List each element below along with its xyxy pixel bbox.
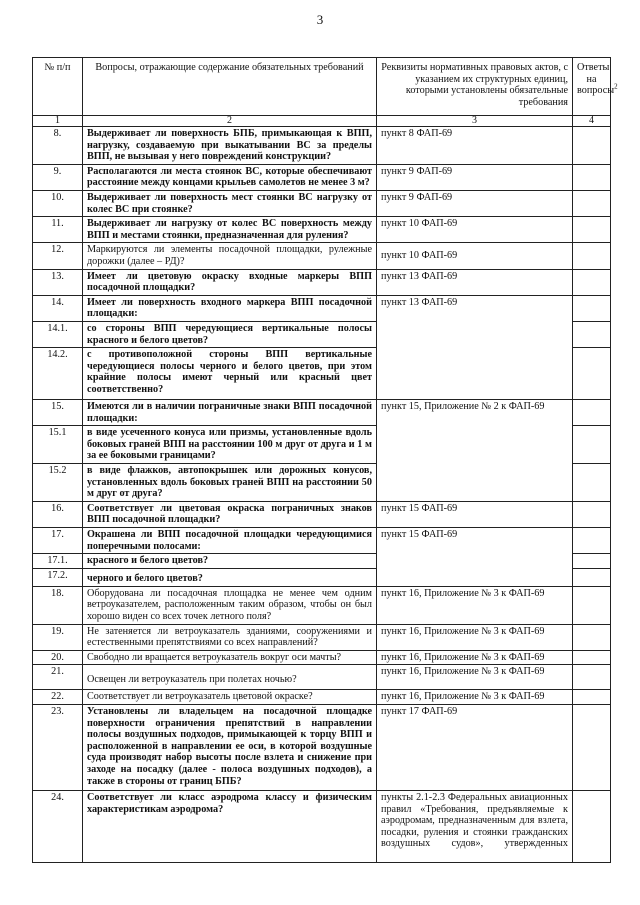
- row-question: Имеет ли поверхность входного маркера ВПП посадочной площадки:: [83, 295, 377, 321]
- row-answer-cell[interactable]: [573, 464, 611, 502]
- row-reference: пункт 16, Приложение № 3 к ФАП-69: [377, 665, 573, 690]
- table-row: [33, 665, 611, 690]
- row-number: 10.: [33, 190, 83, 216]
- row-reference: пункт 16, Приложение № 3 к ФАП-69: [377, 650, 573, 665]
- row-number: 19.: [33, 624, 83, 650]
- row-reference: пункт 9 ФАП-69: [377, 164, 573, 190]
- row-answer-cell[interactable]: [573, 586, 611, 624]
- row-number: 24.: [33, 790, 83, 862]
- row-reference: пункт 16, Приложение № 3 к ФАП-69: [377, 586, 573, 624]
- row-question: Оборудована ли посадочная площадка не менее чем одним ветроуказателем, расположенным таким образом, чтобы он был хорошо виден со всех точек летного поля?: [83, 586, 377, 624]
- row-reference: пункт 15, Приложение № 2 к ФАП-69: [377, 400, 573, 502]
- row-number: 12.: [33, 243, 83, 269]
- row-reference: пункт 9 ФАП-69: [377, 190, 573, 216]
- table-row: [33, 650, 611, 665]
- row-question: в виде усеченного конуса или призмы, установленные вдоль боковых граней ВПП на расстоянии 100 м друг от друга и 1 м за ее боковыми границами?: [83, 426, 377, 464]
- row-question: Соответствует ли класс аэродрома классу и физическим характеристикам аэродрома?: [83, 790, 377, 862]
- row-reference: пункт 16, Приложение № 3 к ФАП-69: [377, 690, 573, 705]
- header-requisites: Реквизиты нормативных правовых актов, с указанием их структурных единиц, которыми установлены обязательные требования: [377, 58, 573, 116]
- row-number: 21.: [33, 665, 83, 690]
- table-row: [33, 690, 611, 705]
- row-number: 17.2.: [33, 568, 83, 586]
- table-header-row: [33, 58, 611, 116]
- table-row: [33, 190, 611, 216]
- row-reference: пункт 10 ФАП-69: [377, 217, 573, 243]
- row-answer-cell[interactable]: [573, 704, 611, 790]
- row-answer-cell[interactable]: [573, 190, 611, 216]
- row-answer-cell[interactable]: [573, 164, 611, 190]
- row-answer-cell[interactable]: [573, 295, 611, 321]
- row-answer-cell[interactable]: [573, 400, 611, 426]
- page-number: 3: [316, 12, 324, 27]
- column-number: 2: [83, 116, 377, 127]
- row-number: 18.: [33, 586, 83, 624]
- row-number: 8.: [33, 127, 83, 165]
- row-question: Выдерживает ли поверхность БПБ, примыкающая к ВПП, нагрузку, создаваемую при выкатывании ВС за пределы ВПП, не вызывая у него повреждений конструкции?: [83, 127, 377, 165]
- table-row: [33, 790, 611, 862]
- row-answer-cell[interactable]: [573, 790, 611, 862]
- row-number: 15.: [33, 400, 83, 426]
- row-number: 14.1.: [33, 321, 83, 347]
- row-answer-cell[interactable]: [573, 501, 611, 527]
- row-question: красного и белого цветов?: [83, 554, 377, 569]
- table-row: [33, 400, 611, 426]
- row-question: Соответствует ли ветроуказатель цветовой окраске?: [83, 690, 377, 705]
- row-number: 14.2.: [33, 348, 83, 400]
- row-answer-cell[interactable]: [573, 690, 611, 705]
- column-number: 1: [33, 116, 83, 127]
- column-number: 4: [573, 116, 611, 127]
- row-answer-cell[interactable]: [573, 217, 611, 243]
- row-answer-cell[interactable]: [573, 650, 611, 665]
- row-question: Окрашена ли ВПП посадочной площадки чередующимися поперечными полосами:: [83, 528, 377, 554]
- row-question: Имеются ли в наличии пограничные знаки ВПП посадочной площадки:: [83, 400, 377, 426]
- row-reference: пункт 16, Приложение № 3 к ФАП-69: [377, 624, 573, 650]
- table-row: [33, 528, 611, 554]
- row-number: 20.: [33, 650, 83, 665]
- row-reference: пункт 15 ФАП-69: [377, 528, 573, 587]
- row-question: Не затеняется ли ветроуказатель зданиями, сооружениями и естественными препятствиями со всех направлений?: [83, 624, 377, 650]
- table-row: [33, 243, 611, 269]
- row-number: 11.: [33, 217, 83, 243]
- row-number: 17.: [33, 528, 83, 554]
- row-number: 16.: [33, 501, 83, 527]
- row-answer-cell[interactable]: [573, 269, 611, 295]
- row-answer-cell[interactable]: [573, 321, 611, 347]
- row-answer-cell[interactable]: [573, 426, 611, 464]
- row-question: со стороны ВПП чередующиеся вертикальные полосы красного и белого цветов?: [83, 321, 377, 347]
- row-number: 9.: [33, 164, 83, 190]
- row-answer-cell[interactable]: [573, 568, 611, 586]
- row-question: в виде флажков, автопокрышек или дорожных конусов, установленных вдоль боковых граней ВПП на расстоянии 50 м друг от друга?: [83, 464, 377, 502]
- header-num: № п/п: [33, 58, 83, 116]
- header-answers-footnote: 2: [614, 82, 618, 91]
- row-number: 17.1.: [33, 554, 83, 569]
- row-question: Имеет ли цветовую окраску входные маркеры ВПП посадочной площадки?: [83, 269, 377, 295]
- row-reference: пункт 17 ФАП-69: [377, 704, 573, 790]
- table-row: [33, 164, 611, 190]
- table-row: [33, 501, 611, 527]
- table-row: [33, 217, 611, 243]
- row-question: Соответствует ли цветовая окраска пограничных знаков ВПП посадочной площадки?: [83, 501, 377, 527]
- header-answers: [573, 58, 618, 116]
- row-reference: пункт 10 ФАП-69: [377, 243, 573, 269]
- row-reference: пункты 2.1-2.3 Федеральных авиационных правил «Требования, предъявляемые к аэродромам, предназначенным для взлета, посадки, руления и стоянки гражданских воздушных судов», утвержденных: [377, 790, 573, 862]
- row-question: Располагаются ли места стоянок ВС, которые обеспечивают расстояние между концами крыльев самолетов не менее 3 м?: [83, 164, 377, 190]
- row-answer-cell[interactable]: [573, 348, 611, 400]
- header-answers-label: Ответы на вопросы: [577, 62, 615, 97]
- row-reference: пункт 8 ФАП-69: [377, 127, 573, 165]
- row-question: Выдерживает ли поверхность мест стоянки ВС нагрузку от колес ВС при стоянке?: [83, 190, 377, 216]
- row-answer-cell[interactable]: [573, 243, 611, 269]
- table-row: [33, 704, 611, 790]
- row-number: 15.1: [33, 426, 83, 464]
- table-row: [33, 127, 611, 165]
- row-reference: пункт 13 ФАП-69: [377, 295, 573, 399]
- row-reference: пункт 13 ФАП-69: [377, 269, 573, 295]
- column-number-row: [33, 116, 611, 127]
- header-question: Вопросы, отражающие содержание обязательных требований: [83, 58, 377, 116]
- row-answer-cell[interactable]: [573, 528, 611, 554]
- row-answer-cell[interactable]: [573, 554, 611, 569]
- row-number: 22.: [33, 690, 83, 705]
- row-number: 13.: [33, 269, 83, 295]
- row-number: 14.: [33, 295, 83, 321]
- table-row: [33, 295, 611, 321]
- row-question: Маркируются ли элементы посадочной площадки, рулежные дорожки (далее – РД)?: [83, 243, 377, 269]
- row-question: Свободно ли вращается ветроуказатель вокруг оси мачты?: [83, 650, 377, 665]
- row-number: 15.2: [33, 464, 83, 502]
- row-question: Освещен ли ветроуказатель при полетах ночью?: [83, 665, 377, 690]
- row-answer-cell[interactable]: [573, 624, 611, 650]
- row-question: Выдерживает ли нагрузку от колес ВС поверхность между ВПП и местами стоянки, предназначенная для руления?: [83, 217, 377, 243]
- column-number: 3: [377, 116, 573, 127]
- table-row: [33, 586, 611, 624]
- row-question: Установлены ли владельцем на посадочной площадке поверхности ограничения препятствий в направлении полосы воздушных подходов, примыкающей к торцу ВПП и расположенной в направлении ее оси, в которой воздушные суда производят набор высоты после взлета и снижение при заходе на посадку (далее - полоса воздушных подходов), а также в стороны от границ БПБ?: [83, 704, 377, 790]
- requirements-table: [32, 57, 618, 863]
- row-number: 23.: [33, 704, 83, 790]
- table-row: [33, 269, 611, 295]
- row-answer-cell[interactable]: [573, 127, 611, 165]
- row-question: с противоположной стороны ВПП вертикальные чередующиеся полосы черного и белого цветов, при этом крайние полосы имеют черный или красный цвет соответственно?: [83, 348, 377, 400]
- row-question: черного и белого цветов?: [83, 568, 377, 586]
- table-row: [33, 624, 611, 650]
- row-answer-cell[interactable]: [573, 665, 611, 690]
- row-reference: пункт 15 ФАП-69: [377, 501, 573, 527]
